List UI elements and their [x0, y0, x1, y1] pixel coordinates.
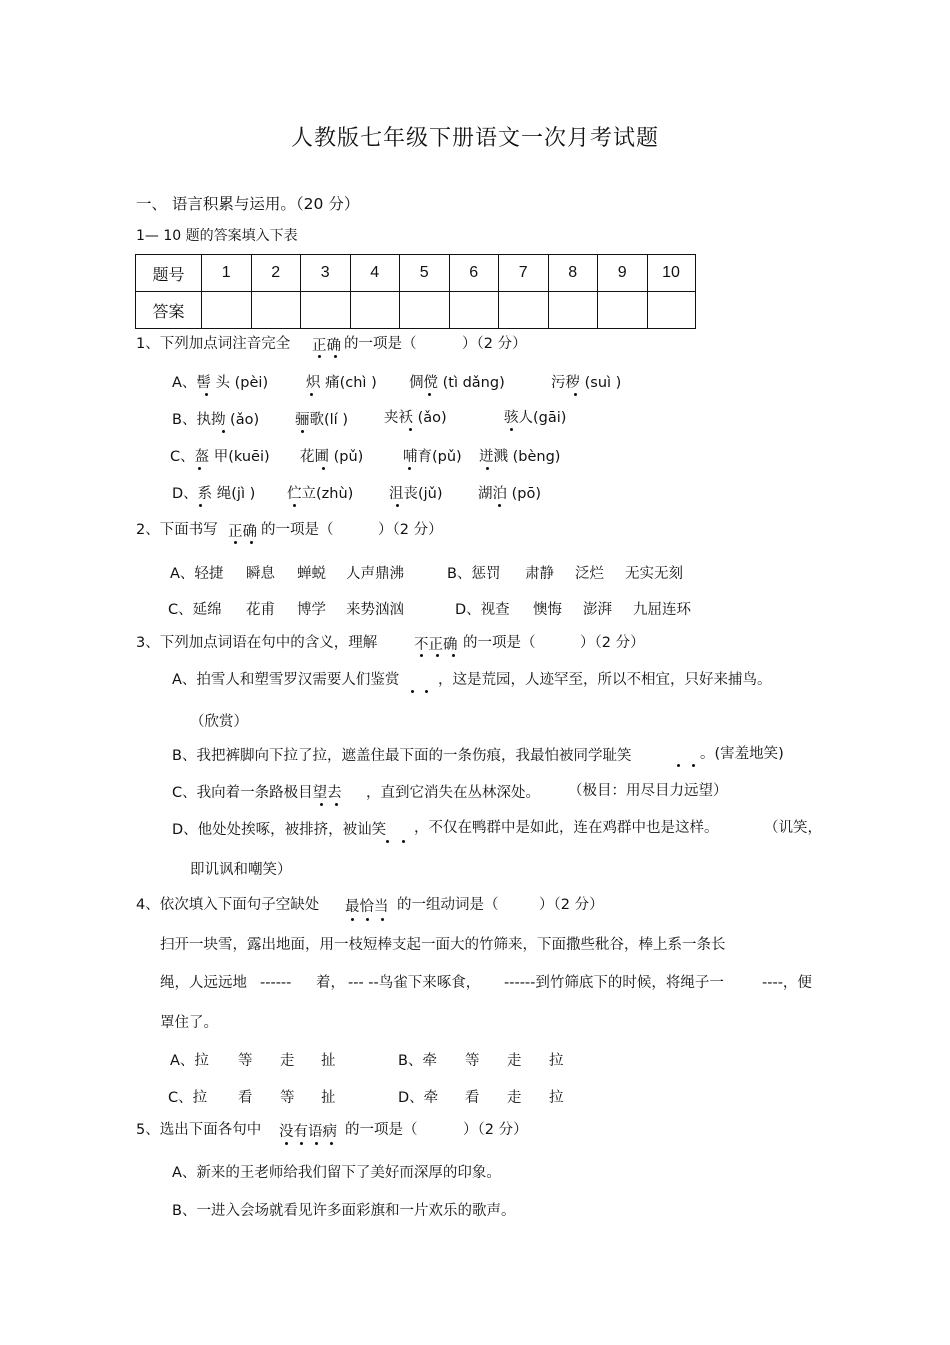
emphasis-dot: [301, 430, 304, 433]
answer-table-number-row: [136, 255, 696, 292]
answer-table-answer-row: [136, 292, 696, 329]
emphasis-dot: [408, 467, 411, 470]
section-heading: 一、 语言积累与运用。（20 分）: [136, 195, 360, 213]
emphasis-dot: [285, 1142, 288, 1145]
q4-option-c-2: 看: [238, 1090, 253, 1106]
q4-option-a-2: 等: [238, 1053, 253, 1069]
emphasis-dot: [351, 918, 354, 921]
q2-stem-part3: ）（2 分）: [378, 522, 443, 538]
emphasis-dot: [436, 654, 439, 657]
q4-option-a-4: 扯: [321, 1053, 336, 1069]
q1-stem-part1: 1、下列加点词注音完全: [136, 336, 291, 352]
q4-option-d-2: 看: [465, 1090, 480, 1106]
q1-option-b-4: 骇人(gāi): [504, 410, 567, 426]
emphasis-dot: [428, 393, 431, 396]
q4-option-d-3: 走: [507, 1090, 522, 1106]
q1-option-d-3: 沮丧(jǔ): [389, 486, 443, 502]
q5-stem-part2: 的一项是（: [345, 1122, 418, 1138]
q4-stem-part1: 4、依次填入下面句子空缺处: [136, 897, 320, 913]
answer-cell[interactable]: [647, 292, 695, 329]
q4-option-b-4: 拉: [549, 1053, 564, 1069]
emphasis-dot: [402, 840, 405, 843]
q4-option-b-3: 走: [507, 1053, 522, 1069]
emphasis-dot: [250, 541, 253, 544]
q4-passage-line2-a: 绳，人远远地: [160, 975, 247, 991]
q1-option-b-3: 夹袄 (ǎo): [384, 410, 447, 426]
q5-stem-part1: 5、选出下面各句中: [136, 1122, 262, 1138]
q4-passage-blank-1: ------: [260, 975, 292, 991]
q3-option-b-part2: 。(害羞地笑): [700, 746, 784, 762]
question-number-cell: 6: [449, 255, 499, 292]
q1-option-d-1: D、系 绳(jì ): [172, 486, 256, 502]
q1-option-c-3: 哺育(pǔ): [403, 449, 462, 465]
emphasis-dot: [425, 690, 428, 693]
q3-stem-part1: 3、下列加点词语在句中的含义，理解: [136, 635, 378, 651]
q4-option-c-1: C、拉: [168, 1090, 208, 1106]
q3-stem-part2: 的一项是（: [463, 635, 536, 651]
emphasis-dot: [335, 803, 338, 806]
q3-option-d-gloss-cont: 即讥讽和嘲笑）: [190, 862, 292, 878]
emphasis-dot: [692, 764, 695, 767]
q4-passage-line1: 扫开一块雪，露出地面，用一枝短棒支起一面大的竹筛来，下面撒些秕谷，棒上系一条长: [160, 937, 726, 953]
q2-option-d-1: D、视查: [455, 602, 510, 618]
q4-passage-line2-d: --- --鸟雀下来啄食，: [348, 975, 481, 991]
emphasis-dot: [318, 355, 321, 358]
q3-option-c-part1: C、我向着一条路极目望去: [172, 785, 342, 801]
q3-stem-part3: ）（2 分）: [580, 635, 645, 651]
emphasis-dot: [452, 654, 455, 657]
q2-option-c-2: 花甫: [246, 602, 275, 618]
answer-cell[interactable]: [598, 292, 648, 329]
q1-option-d-2: 伫立(zhù): [287, 486, 354, 502]
emphasis-dot: [396, 504, 399, 507]
q1-stem-emphasis: 正确: [312, 338, 341, 354]
emphasis-dot: [420, 654, 423, 657]
q3-option-c-part2: ，直到它消失在丛林深处。: [366, 785, 540, 801]
answer-cell[interactable]: [449, 292, 499, 329]
emphasis-dot: [293, 504, 296, 507]
q4-option-d-1: D、牵: [398, 1090, 439, 1106]
q2-option-c-3: 博学: [297, 602, 326, 618]
q4-option-a-1: A、拉: [170, 1053, 209, 1069]
q5-option-b: B、一进入会场就看见许多面彩旗和一片欢乐的歌声。: [172, 1203, 516, 1219]
emphasis-dot: [310, 393, 313, 396]
emphasis-dot: [366, 918, 369, 921]
answer-cell[interactable]: [202, 292, 252, 329]
q2-option-b-1: B、惩罚: [447, 566, 501, 582]
emphasis-dot: [411, 690, 414, 693]
emphasis-dot: [334, 355, 337, 358]
q5-stem-emphasis: 没有语病: [279, 1124, 337, 1140]
question-number-cell: 2: [251, 255, 301, 292]
q1-option-a-2: 炽 痛(chì ): [306, 375, 377, 391]
question-number-cell: 8: [548, 255, 598, 292]
q2-option-a-4: 人声鼎沸: [346, 566, 404, 582]
q3-option-b-part1: B、我把裤脚向下拉了拉，遮盖住最下面的一条伤痕，我最怕被同学耻笑: [172, 748, 632, 764]
q1-option-a-3: 倜傥 (tì dǎng): [409, 375, 505, 391]
q1-option-b-2: 骊歌(lí ): [295, 412, 348, 428]
question-number-cell: 1: [202, 255, 252, 292]
q2-option-c-4: 来势汹汹: [346, 602, 404, 618]
emphasis-dot: [386, 840, 389, 843]
q1-option-a-1: A、髻 头 (pèi): [172, 375, 269, 391]
emphasis-dot: [315, 1142, 318, 1145]
answer-cell[interactable]: [548, 292, 598, 329]
q4-option-c-3: 等: [280, 1090, 295, 1106]
question-number-cell: 9: [598, 255, 648, 292]
q4-passage-line2-f: ----，便: [762, 975, 812, 991]
q4-stem-part3: ）（2 分）: [539, 897, 604, 913]
q4-passage-line2-e: ------到竹筛底下的时候，将绳子一: [504, 975, 724, 991]
emphasis-dot: [222, 430, 225, 433]
emphasis-dot: [381, 918, 384, 921]
q4-option-c-4: 扯: [321, 1090, 336, 1106]
q4-stem-part2: 的一组动词是（: [397, 897, 499, 913]
answer-cell[interactable]: [400, 292, 450, 329]
row-header-question-number: 题号: [136, 255, 202, 292]
emphasis-dot: [510, 428, 513, 431]
question-number-cell: 4: [350, 255, 400, 292]
q2-option-d-3: 澎湃: [583, 602, 612, 618]
emphasis-dot: [486, 467, 489, 470]
q2-option-a-1: A、轻捷: [170, 566, 224, 582]
q4-passage-line3: 罩住了。: [160, 1015, 218, 1031]
q4-option-d-4: 拉: [549, 1090, 564, 1106]
q5-stem-part3: ）（2 分）: [463, 1122, 528, 1138]
emphasis-dot: [330, 1142, 333, 1145]
table-instruction: 1— 10 题的答案填入下表: [136, 228, 298, 244]
q2-option-a-2: 瞬息: [246, 566, 275, 582]
q2-option-d-2: 懊悔: [533, 602, 562, 618]
q2-option-d-4: 九屈连环: [633, 602, 691, 618]
q2-option-b-4: 无实无刻: [625, 566, 683, 582]
q1-option-c-1: C、盔 甲(kuēi): [170, 449, 270, 465]
q1-stem-part2: 的一项是（: [344, 336, 417, 352]
q3-option-d-part1: D、他处处挨啄，被排挤，被讪笑: [172, 822, 387, 838]
q2-option-b-2: 肃静: [525, 566, 554, 582]
q4-option-a-3: 走: [280, 1053, 295, 1069]
question-number-cell: 7: [499, 255, 549, 292]
q2-option-c-1: C、延绵: [168, 602, 222, 618]
q1-stem-part3: ）（2 分）: [462, 336, 527, 352]
q1-option-a-4: 污秽 (suì ): [551, 375, 622, 391]
answer-cell[interactable]: [301, 292, 351, 329]
emphasis-dot: [498, 504, 501, 507]
emphasis-dot: [300, 1142, 303, 1145]
q1-option-d-4: 湖泊 (pō): [478, 486, 541, 502]
q3-option-a-part1: A、拍雪人和塑雪罗汉需要人们鉴赏: [172, 672, 400, 688]
q3-option-d-part2: ，不仅在鸭群中是如此，连在鸡群中也是这样。: [414, 820, 719, 836]
q1-option-c-2: 花圃 (pǔ): [300, 449, 364, 465]
q4-passage-line2-c: 着，: [316, 975, 345, 991]
q2-option-b-3: 泛烂: [575, 566, 604, 582]
q2-option-a-3: 蝉蜕: [297, 566, 326, 582]
answer-cell[interactable]: [251, 292, 301, 329]
q3-option-a-part2: ，这是荒园，人迹罕至，所以不相宜，只好来捕鸟。: [438, 672, 772, 688]
q1-option-b-1: B、执拗 (ǎo): [172, 412, 260, 428]
q3-option-c-gloss: （极目：用尽目力远望）: [568, 783, 728, 799]
emphasis-dot: [198, 467, 201, 470]
emphasis-dot: [574, 393, 577, 396]
q4-option-b-2: 等: [465, 1053, 480, 1069]
answer-cell[interactable]: [350, 292, 400, 329]
emphasis-dot: [322, 467, 325, 470]
emphasis-dot: [234, 541, 237, 544]
q3-option-d-gloss: （讥笑，: [764, 820, 822, 836]
q2-stem-emphasis: 正确: [228, 524, 257, 540]
q2-stem-part2: 的一项是（: [261, 522, 334, 538]
emphasis-dot: [677, 764, 680, 767]
q3-option-a-gloss: （欣赏）: [190, 714, 248, 730]
emphasis-dot: [199, 504, 202, 507]
q1-option-c-4: 迸溅 (bèng): [479, 449, 561, 465]
question-number-cell: 10: [647, 255, 695, 292]
row-header-answer: 答案: [136, 292, 202, 329]
q2-stem-part1: 2、下面书写: [136, 522, 218, 538]
question-number-cell: 5: [400, 255, 450, 292]
q4-stem-emphasis: 最恰当: [345, 899, 389, 915]
emphasis-dot: [409, 428, 412, 431]
page-title: 人教版七年级下册语文一次月考试题: [290, 126, 659, 151]
q3-stem-emphasis: 不正确: [414, 637, 458, 653]
emphasis-dot: [320, 803, 323, 806]
q4-option-b-1: B、牵: [398, 1053, 437, 1069]
q5-option-a: A、新来的王老师给我们留下了美好而深厚的印象。: [172, 1165, 501, 1181]
emphasis-dot: [205, 393, 208, 396]
answer-cell[interactable]: [499, 292, 549, 329]
answer-table: [135, 254, 696, 329]
question-number-cell: 3: [301, 255, 351, 292]
